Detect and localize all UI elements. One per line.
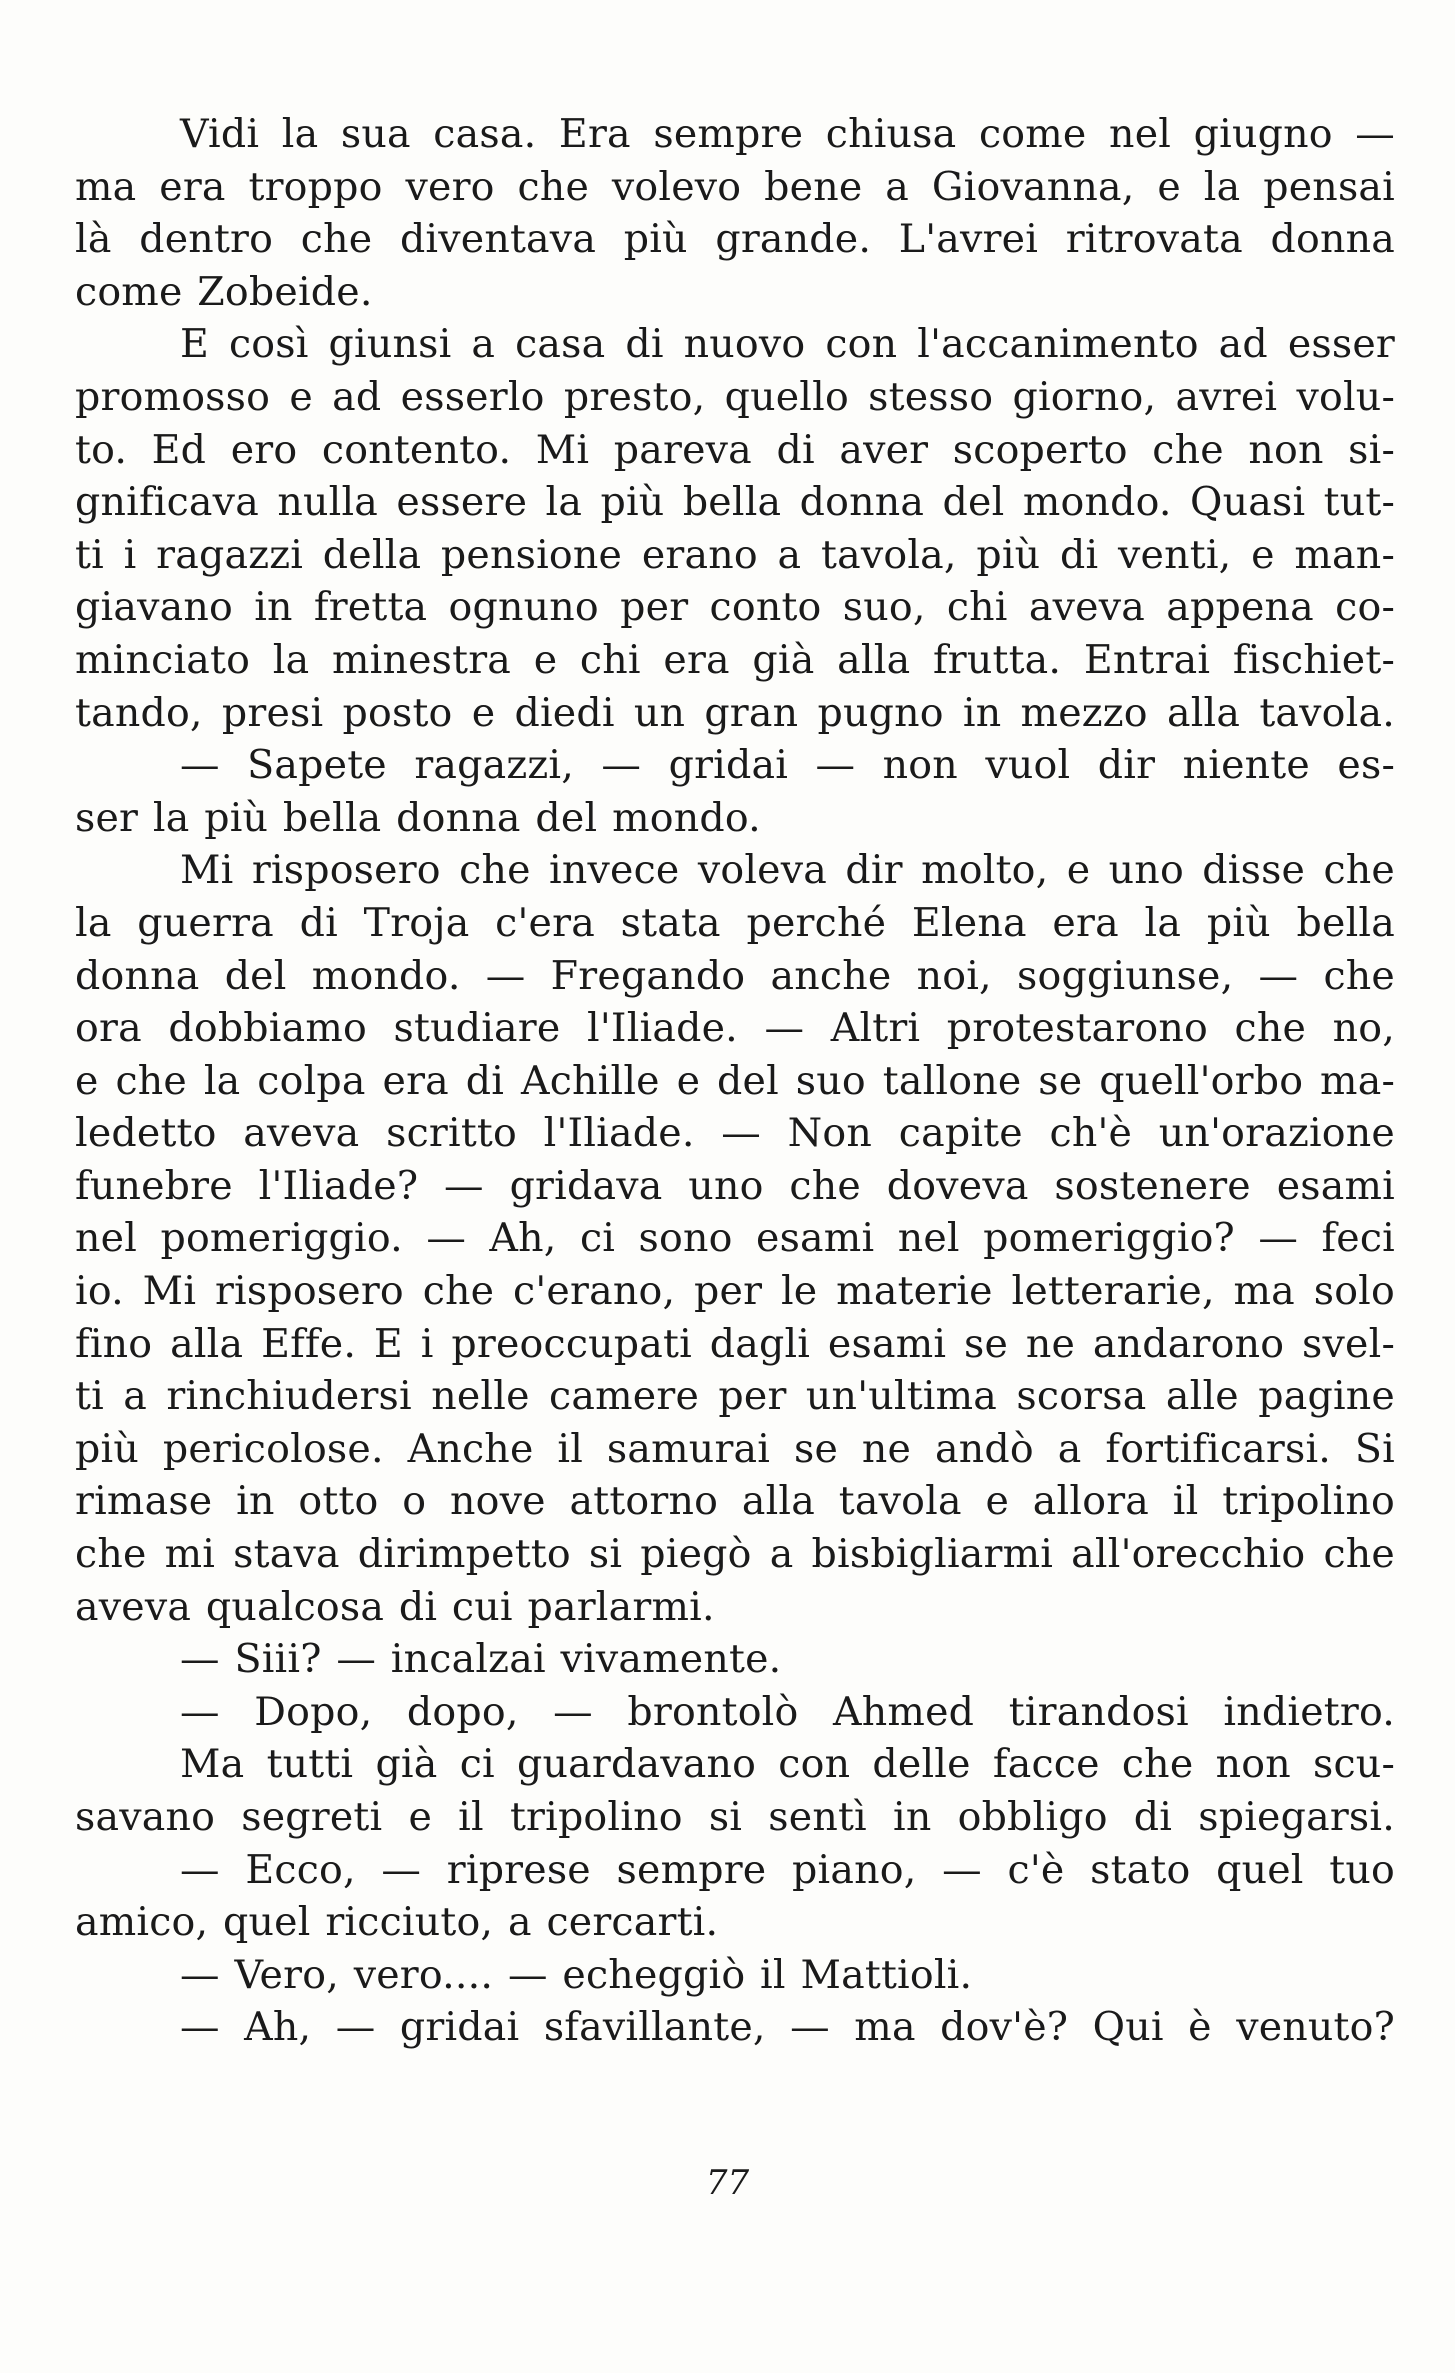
text-line: — Ah, — gridai sfavillante, — ma dov'è? Qui è venuto? xyxy=(180,2004,1395,2051)
text-line: rimase in otto o nove attorno alla tavola e allora il tripolino xyxy=(75,1478,1395,1525)
text-line: Ma tutti già ci guardavano con delle facce che non scu- xyxy=(180,1741,1395,1788)
text-line: la guerra di Troja c'era stata perché Elena era la più bella xyxy=(75,899,1395,946)
text-line: minciato la minestra e chi era già alla frutta. Entrai fischiet- xyxy=(75,636,1395,683)
text-line: to. Ed ero contento. Mi pareva di aver scoperto che non si- xyxy=(75,426,1395,473)
text-line: io. Mi risposero che c'erano, per le materie letterarie, ma solo xyxy=(75,1268,1395,1315)
text-line: donna del mondo. — Fregando anche noi, soggiunse, — che xyxy=(75,952,1395,999)
text-line: tando, presi posto e diedi un gran pugno in mezzo alla tavola. xyxy=(75,689,1395,736)
text-line: gnificava nulla essere la più bella donna del mondo. Quasi tut- xyxy=(75,479,1395,526)
text-line: ti a rinchiudersi nelle camere per un'ultima scorsa alle pagine xyxy=(75,1373,1395,1420)
text-line: savano segreti e il tripolino si sentì in obbligo di spiegarsi. xyxy=(75,1794,1395,1840)
page-number: 77 xyxy=(705,2163,750,2203)
text-line: aveva qualcosa di cui parlarmi. xyxy=(75,1583,715,1630)
text-line: nel pomeriggio. — Ah, ci sono esami nel pomeriggio? — feci xyxy=(75,1215,1395,1262)
text-line: amico, quel ricciuto, a cercarti. xyxy=(75,1899,719,1946)
text-line: — Ecco, — riprese sempre piano, — c'è stato quel tuo xyxy=(180,1846,1395,1893)
text-line: — Dopo, dopo, — brontolò Ahmed tirandosi indietro. xyxy=(180,1688,1395,1735)
text-line: ser la più bella donna del mondo. xyxy=(75,794,761,841)
body-text xyxy=(75,108,1395,2054)
text-line: fino alla Effe. E i preoccupati dagli esami se ne andarono svel- xyxy=(75,1320,1395,1367)
text-line: che mi stava dirimpetto si piegò a bisbigliarmi all'orecchio che xyxy=(75,1531,1395,1578)
text-line: più pericolose. Anche il samurai se ne andò a fortificarsi. Si xyxy=(75,1425,1395,1472)
text-line: come Zobeide. xyxy=(75,268,373,315)
text-line: E così giunsi a casa di nuovo con l'accanimento ad esser xyxy=(180,321,1395,368)
text-line: ora dobbiamo studiare l'Iliade. — Altri protestarono che no, xyxy=(75,1005,1395,1052)
text-line: funebre l'Iliade? — gridava uno che doveva sostenere esami xyxy=(75,1162,1395,1209)
text-line: — Siii? — incalzai vivamente. xyxy=(180,1636,782,1683)
text-line: Mi risposero che invece voleva dir molto, e uno disse che xyxy=(180,847,1395,894)
text-line: Vidi la sua casa. Era sempre chiusa come nel giugno — xyxy=(180,111,1395,157)
text-line: là dentro che diventava più grande. L'avrei ritrovata donna xyxy=(75,216,1395,263)
text-line: ti i ragazzi della pensione erano a tavola, più di venti, e man- xyxy=(75,531,1395,578)
text-line: ledetto aveva scritto l'Iliade. — Non capite ch'è un'orazione xyxy=(75,1110,1395,1157)
text-line: giavano in fretta ognuno per conto suo, chi aveva appena co- xyxy=(75,584,1395,631)
text-line: — Sapete ragazzi, — gridai — non vuol dir niente es- xyxy=(180,742,1395,789)
text-line: — Vero, vero.... — echeggiò il Mattioli. xyxy=(180,1951,973,1998)
text-line: e che la colpa era di Achille e del suo tallone se quell'orbo ma- xyxy=(75,1057,1395,1104)
text-line: ma era troppo vero che volevo bene a Giovanna, e la pensai xyxy=(75,163,1395,210)
text-line: promosso e ad esserlo presto, quello stesso giorno, avrei volu- xyxy=(75,373,1395,420)
